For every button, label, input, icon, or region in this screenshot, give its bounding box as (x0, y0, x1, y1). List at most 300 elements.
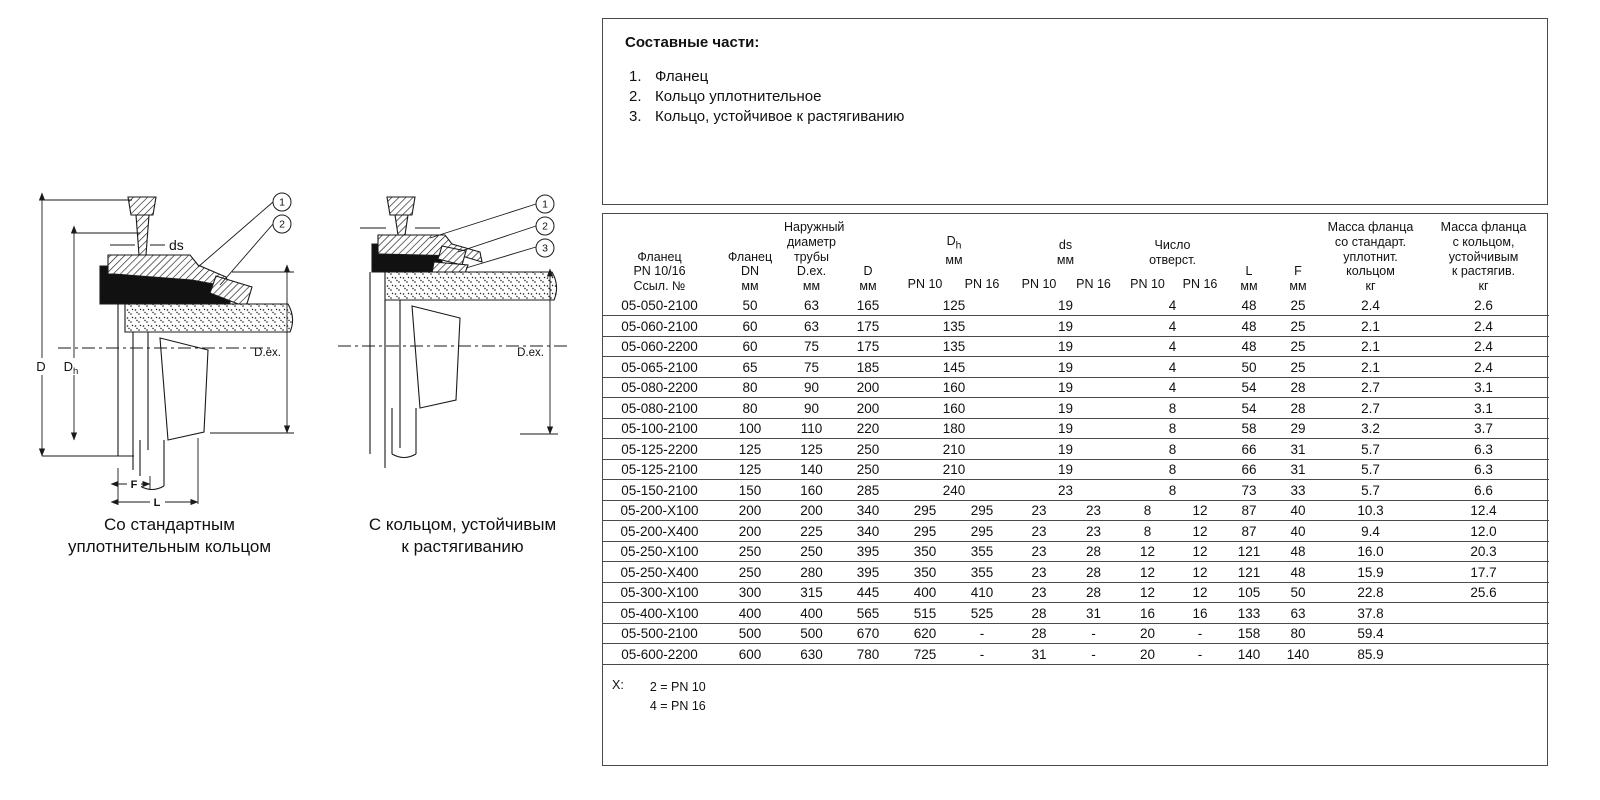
table-cell: 125 (897, 296, 1011, 316)
table-cell: 25 (1273, 357, 1323, 378)
table-cell: 05-080-2100 (603, 398, 716, 419)
table-cell: 05-400-X100 (603, 603, 716, 624)
table-cell: 05-250-X100 (603, 541, 716, 562)
table-cell: 185 (839, 357, 897, 378)
table-row (603, 500, 1549, 521)
table-cell: 250 (716, 562, 784, 583)
callout-2-number: 2 (279, 218, 285, 231)
table-cell: 40 (1273, 500, 1323, 521)
table-cell: 54 (1225, 398, 1273, 419)
table-cell: 12 (1175, 582, 1225, 603)
table-row (603, 644, 1549, 665)
table-cell: 295 (897, 521, 953, 542)
table-cell: 80 (1273, 623, 1323, 644)
col-header-dex: Наружный диаметр трубы D.ex. мм (784, 220, 845, 293)
table-cell: 2.1 (1323, 316, 1418, 337)
table-cell: 31 (1273, 439, 1323, 460)
table-cell: 22.8 (1323, 582, 1418, 603)
table-cell: 3.1 (1418, 377, 1549, 398)
parts-item (629, 68, 1547, 85)
parts-title: Составные части: (625, 34, 760, 51)
part-label: Кольцо уплотнительное (655, 88, 822, 105)
bolt-shank (136, 215, 149, 255)
table-cell: 340 (839, 500, 897, 521)
table-cell: 140 (784, 459, 839, 480)
table-cell: 250 (716, 541, 784, 562)
table-cell: 300 (716, 582, 784, 603)
figure-grip-ring (330, 188, 595, 559)
table-cell: 121 (1225, 541, 1273, 562)
caption-standard-ring: Со стандартным уплотнительным кольцом (67, 515, 272, 557)
parts-item (629, 88, 1547, 105)
table-cell: 4 (1120, 357, 1225, 378)
table-row (603, 459, 1549, 480)
table-row (603, 418, 1549, 439)
table-cell: 8 (1120, 459, 1225, 480)
table-cell: 2.1 (1323, 336, 1418, 357)
table-row (603, 336, 1549, 357)
table-cell: 50 (716, 296, 784, 316)
table-cell: 63 (784, 296, 839, 316)
table-cell: 50 (1225, 357, 1273, 378)
table-cell: 200 (839, 377, 897, 398)
col-header-ds-pn10: PN 10 (1021, 277, 1057, 291)
footnote-x: X: (612, 677, 624, 692)
table-cell: 19 (1011, 377, 1120, 398)
table-cell: 05-065-2100 (603, 357, 716, 378)
table-cell: 295 (953, 500, 1011, 521)
table-cell: 395 (839, 541, 897, 562)
table-cell (1418, 623, 1549, 644)
table-cell: 05-200-X400 (603, 521, 716, 542)
table-cell: 23 (1011, 521, 1067, 542)
table-cell: 620 (897, 623, 953, 644)
table-cell: 285 (839, 480, 897, 501)
table-cell: 3.7 (1418, 418, 1549, 439)
table-cell: 110 (784, 418, 839, 439)
table-cell: 220 (839, 418, 897, 439)
table-cell: 515 (897, 603, 953, 624)
table-cell: 23 (1011, 500, 1067, 521)
table-cell: 355 (953, 562, 1011, 583)
table-cell: 05-125-2100 (603, 459, 716, 480)
table-cell: 125 (716, 439, 784, 460)
table-cell: 350 (897, 541, 953, 562)
table-cell: 90 (784, 377, 839, 398)
callout-3-number: 3 (542, 242, 548, 255)
table-cell: 240 (897, 480, 1011, 501)
col-header-holes-pn10: PN 10 (1130, 277, 1165, 291)
col-header-f: F мм (1289, 264, 1307, 293)
table-cell: 5.7 (1323, 439, 1418, 460)
table-cell: 20 (1120, 623, 1175, 644)
table-cell: 6.3 (1418, 459, 1549, 480)
table-cell: 6.6 (1418, 480, 1549, 501)
table-cell: 315 (784, 582, 839, 603)
table-cell: 780 (839, 644, 897, 665)
bell-outline (160, 338, 208, 440)
table-cell: 2.7 (1323, 377, 1418, 398)
table-row (603, 357, 1549, 378)
label-D: D (36, 359, 46, 374)
table-cell: 40 (1273, 521, 1323, 542)
part-label: Фланец (655, 68, 709, 85)
table-cell: 16 (1120, 603, 1175, 624)
table-cell: 565 (839, 603, 897, 624)
table-cell: 28 (1067, 541, 1120, 562)
table-cell: 19 (1011, 296, 1120, 316)
label-Dex: D.ex. (517, 347, 544, 359)
table-cell: 3.2 (1323, 418, 1418, 439)
table-cell: 05-200-X100 (603, 500, 716, 521)
table-cell: 340 (839, 521, 897, 542)
table-cell: - (953, 623, 1011, 644)
col-header-dh: $D_h$ мм (945, 234, 963, 267)
table-cell: 250 (784, 541, 839, 562)
table-row (603, 521, 1549, 542)
part-number: 3. (629, 108, 642, 125)
table-row (603, 480, 1549, 501)
table-cell: 66 (1225, 459, 1273, 480)
table-row (603, 582, 1549, 603)
table-cell: 175 (839, 336, 897, 357)
table-cell: 500 (784, 623, 839, 644)
table-cell: 28 (1273, 377, 1323, 398)
table-cell: 80 (716, 377, 784, 398)
col-header-holes-pn16: PN 16 (1182, 277, 1218, 291)
table-cell: 90 (784, 398, 839, 419)
table-cell: 25 (1273, 336, 1323, 357)
table-cell: 87 (1225, 500, 1273, 521)
table-cell: 200 (839, 398, 897, 419)
table-cell: 160 (897, 398, 1011, 419)
table-cell: 80 (716, 398, 784, 419)
table-cell: 28 (1011, 603, 1067, 624)
table-cell: 23 (1067, 521, 1120, 542)
table-cell: 410 (953, 582, 1011, 603)
table-cell: 19 (1011, 357, 1120, 378)
table-cell: 8 (1120, 418, 1225, 439)
table-cell: 63 (784, 316, 839, 337)
table-cell: 75 (784, 336, 839, 357)
table-cell: 400 (897, 582, 953, 603)
pipe-section (125, 304, 293, 332)
table-cell: 19 (1011, 316, 1120, 337)
caption-grip-ring: С кольцом, устойчивым к растягиванию (368, 515, 557, 557)
table-cell: 16 (1175, 603, 1225, 624)
table-cell: 295 (897, 500, 953, 521)
table-cell: 8 (1120, 500, 1175, 521)
table-cell: 210 (897, 459, 1011, 480)
part-number: 2. (629, 88, 642, 105)
table-cell: 2.7 (1323, 398, 1418, 419)
table-cell: 2.4 (1418, 336, 1549, 357)
table-cell: 2.4 (1418, 357, 1549, 378)
table-cell: 05-500-2100 (603, 623, 716, 644)
table-cell: 05-150-2100 (603, 480, 716, 501)
part-number: 1. (629, 68, 642, 85)
table-cell: 28 (1067, 582, 1120, 603)
table-row (603, 316, 1549, 337)
pipe-section (385, 272, 557, 300)
table-row (603, 296, 1549, 316)
table-cell: 12 (1120, 562, 1175, 583)
figure-standard-ring (22, 188, 317, 559)
footnote (612, 678, 1547, 716)
table-cell: 395 (839, 562, 897, 583)
label-ds: ds (169, 237, 184, 253)
table-cell: 73 (1225, 480, 1273, 501)
bolt-head (387, 197, 415, 215)
table-cell: 165 (839, 296, 897, 316)
table-cell: 100 (716, 418, 784, 439)
table-cell: 05-300-X100 (603, 582, 716, 603)
table-row (603, 603, 1549, 624)
table-cell: 670 (839, 623, 897, 644)
table-cell: 17.7 (1418, 562, 1549, 583)
table-cell: 630 (784, 644, 839, 665)
table-cell: 66 (1225, 439, 1273, 460)
table-cell: 9.4 (1323, 521, 1418, 542)
footnote-line: 2 = PN 10 (649, 679, 706, 694)
table-cell: 2.4 (1418, 316, 1549, 337)
table-cell: 160 (784, 480, 839, 501)
table-cell: - (953, 644, 1011, 665)
table-cell: 400 (716, 603, 784, 624)
table-cell: 105 (1225, 582, 1273, 603)
footnote-line: 4 = PN 16 (649, 698, 706, 713)
table-cell: 05-250-X400 (603, 562, 716, 583)
table-cell: 3.1 (1418, 398, 1549, 419)
table-cell: 12.4 (1418, 500, 1549, 521)
table-cell: 48 (1225, 296, 1273, 316)
col-header-mass-std: Масса фланца со стандарт. уплотнит. кольцом кг (1327, 220, 1414, 293)
col-header-ds: ds мм (1056, 238, 1075, 267)
parts-list (629, 68, 1547, 125)
flange-section-drawing-standard (22, 188, 317, 510)
spigot-outline (140, 440, 164, 490)
table-cell: - (1175, 623, 1225, 644)
table-cell: 05-125-2200 (603, 439, 716, 460)
callout-2-number: 2 (542, 220, 548, 233)
bolt-head (128, 197, 156, 215)
table-cell: 10.3 (1323, 500, 1418, 521)
table-cell: 12 (1120, 582, 1175, 603)
table-cell: 48 (1273, 562, 1323, 583)
parts-box (602, 18, 1548, 205)
callout-1-number: 1 (542, 198, 548, 211)
table-cell: 158 (1225, 623, 1273, 644)
table-cell: 8 (1120, 521, 1175, 542)
table-cell: 2.1 (1323, 357, 1418, 378)
table-cell: 19 (1011, 459, 1120, 480)
table-cell: 33 (1273, 480, 1323, 501)
table-cell: 85.9 (1323, 644, 1418, 665)
table-cell: 12 (1120, 541, 1175, 562)
table-cell: 121 (1225, 562, 1273, 583)
table-cell: 135 (897, 336, 1011, 357)
table-cell: 725 (897, 644, 953, 665)
table-cell: 445 (839, 582, 897, 603)
table-cell: 280 (784, 562, 839, 583)
table-cell: 23 (1011, 562, 1067, 583)
table-cell (1418, 644, 1549, 665)
table-cell: 19 (1011, 336, 1120, 357)
table-cell: 29 (1273, 418, 1323, 439)
table-cell: 05-060-2100 (603, 316, 716, 337)
table-cell: 12 (1175, 521, 1225, 542)
table-cell: 65 (716, 357, 784, 378)
table-cell: - (1175, 644, 1225, 665)
table-cell: 54 (1225, 377, 1273, 398)
table-cell: 8 (1120, 480, 1225, 501)
table-cell: 8 (1120, 439, 1225, 460)
table-cell: 19 (1011, 418, 1120, 439)
label-F: F (130, 479, 138, 491)
table-row (603, 562, 1549, 583)
table-cell: 23 (1011, 582, 1067, 603)
table-cell: 05-050-2100 (603, 296, 716, 316)
table-cell: 63 (1273, 603, 1323, 624)
table-cell: 355 (953, 541, 1011, 562)
table-cell: 4 (1120, 316, 1225, 337)
table-cell: 6.3 (1418, 439, 1549, 460)
table-cell: 05-080-2200 (603, 377, 716, 398)
table-cell: 2.6 (1418, 296, 1549, 316)
part-label: Кольцо, устойчивое к растягиванию (655, 108, 905, 125)
table-cell: 19 (1011, 439, 1120, 460)
table-row (603, 541, 1549, 562)
table-cell: 12.0 (1418, 521, 1549, 542)
table-cell: 25 (1273, 316, 1323, 337)
table-cell: 295 (953, 521, 1011, 542)
table-cell: 145 (897, 357, 1011, 378)
table-cell: 250 (839, 459, 897, 480)
bell-outline (412, 306, 460, 408)
table-cell: 140 (1225, 644, 1273, 665)
table-cell: 23 (1011, 541, 1067, 562)
table-cell: 20.3 (1418, 541, 1549, 562)
col-header-ds-pn16: PN 16 (1076, 277, 1111, 291)
table-cell: 135 (897, 316, 1011, 337)
flange-dimensions-table (603, 220, 1549, 665)
table-cell: 350 (897, 562, 953, 583)
table-cell: 50 (1273, 582, 1323, 603)
col-header-dn: Фланец DN мм (727, 249, 773, 293)
table-cell: 58 (1225, 418, 1273, 439)
label-L: L (153, 497, 161, 509)
table-cell: 160 (897, 377, 1011, 398)
table-cell: 200 (716, 500, 784, 521)
table-cell: 12 (1175, 500, 1225, 521)
table-cell: 31 (1067, 603, 1120, 624)
table-cell: 125 (784, 439, 839, 460)
flange-section-drawing-grip (330, 188, 595, 510)
table-cell: 5.7 (1323, 459, 1418, 480)
table-cell: 25 (1273, 296, 1323, 316)
table-cell: 23 (1011, 480, 1120, 501)
table-cell: 16.0 (1323, 541, 1418, 562)
table-cell: 48 (1273, 541, 1323, 562)
table-cell: 60 (716, 336, 784, 357)
table-cell: 05-060-2200 (603, 336, 716, 357)
table-cell: 400 (784, 603, 839, 624)
table-row (603, 439, 1549, 460)
table-cell: 125 (716, 459, 784, 480)
table-cell: 59.4 (1323, 623, 1418, 644)
col-header-ref: Фланец PN 10/16 Ссыл. № (633, 249, 686, 293)
table-cell: 525 (953, 603, 1011, 624)
table-cell: 23 (1067, 500, 1120, 521)
table-cell: 12 (1175, 541, 1225, 562)
table-cell: 175 (839, 316, 897, 337)
table-cell: 31 (1273, 459, 1323, 480)
table-cell: 2.4 (1323, 296, 1418, 316)
table-cell: 25.6 (1418, 582, 1549, 603)
table-cell: 19 (1011, 398, 1120, 419)
table-cell: 200 (716, 521, 784, 542)
table-cell: 20 (1120, 644, 1175, 665)
col-header-dh-pn10: PN 10 (907, 277, 943, 291)
table-cell: 28 (1011, 623, 1067, 644)
hub-outline (370, 272, 400, 468)
table-cell: 31 (1011, 644, 1067, 665)
label-Dex: D.ex. (254, 347, 281, 359)
table-cell: 180 (897, 418, 1011, 439)
table-cell: 4 (1120, 377, 1225, 398)
col-header-mass-grip: Масса фланца с кольцом, устойчивым к растягив. кг (1440, 220, 1527, 293)
table-cell: 37.8 (1323, 603, 1418, 624)
table-cell: 28 (1067, 562, 1120, 583)
table-cell: 8 (1120, 398, 1225, 419)
table-row (603, 377, 1549, 398)
table-cell: 600 (716, 644, 784, 665)
col-header-d: D мм (859, 264, 877, 293)
table-cell: 12 (1175, 562, 1225, 583)
table-cell: 05-100-2100 (603, 418, 716, 439)
table-cell: 4 (1120, 336, 1225, 357)
table-cell: 05-600-2200 (603, 644, 716, 665)
table-row (603, 623, 1549, 644)
label-Dh: $D_h$ (63, 359, 79, 377)
table-cell: 200 (784, 500, 839, 521)
table-cell: 48 (1225, 336, 1273, 357)
table-cell: 15.9 (1323, 562, 1418, 583)
table-cell: 75 (784, 357, 839, 378)
table-cell: 60 (716, 316, 784, 337)
table-cell: 5.7 (1323, 480, 1418, 501)
parts-item (629, 108, 1547, 125)
table-cell: - (1067, 644, 1120, 665)
table-row (603, 398, 1549, 419)
bolt-shank (395, 215, 408, 235)
table-cell: 28 (1273, 398, 1323, 419)
col-header-l: L мм (1240, 264, 1258, 293)
table-cell (1418, 603, 1549, 624)
table-cell: 133 (1225, 603, 1273, 624)
table-cell: - (1067, 623, 1120, 644)
table-cell: 210 (897, 439, 1011, 460)
table-cell: 225 (784, 521, 839, 542)
table-cell: 87 (1225, 521, 1273, 542)
col-header-dh-pn16: PN 16 (964, 277, 1000, 291)
table-cell: 150 (716, 480, 784, 501)
col-header-holes: Число отверст. (1149, 238, 1196, 267)
table-cell: 500 (716, 623, 784, 644)
callout-1-number: 1 (279, 196, 285, 209)
spigot-outline (392, 408, 416, 458)
table-cell: 250 (839, 439, 897, 460)
